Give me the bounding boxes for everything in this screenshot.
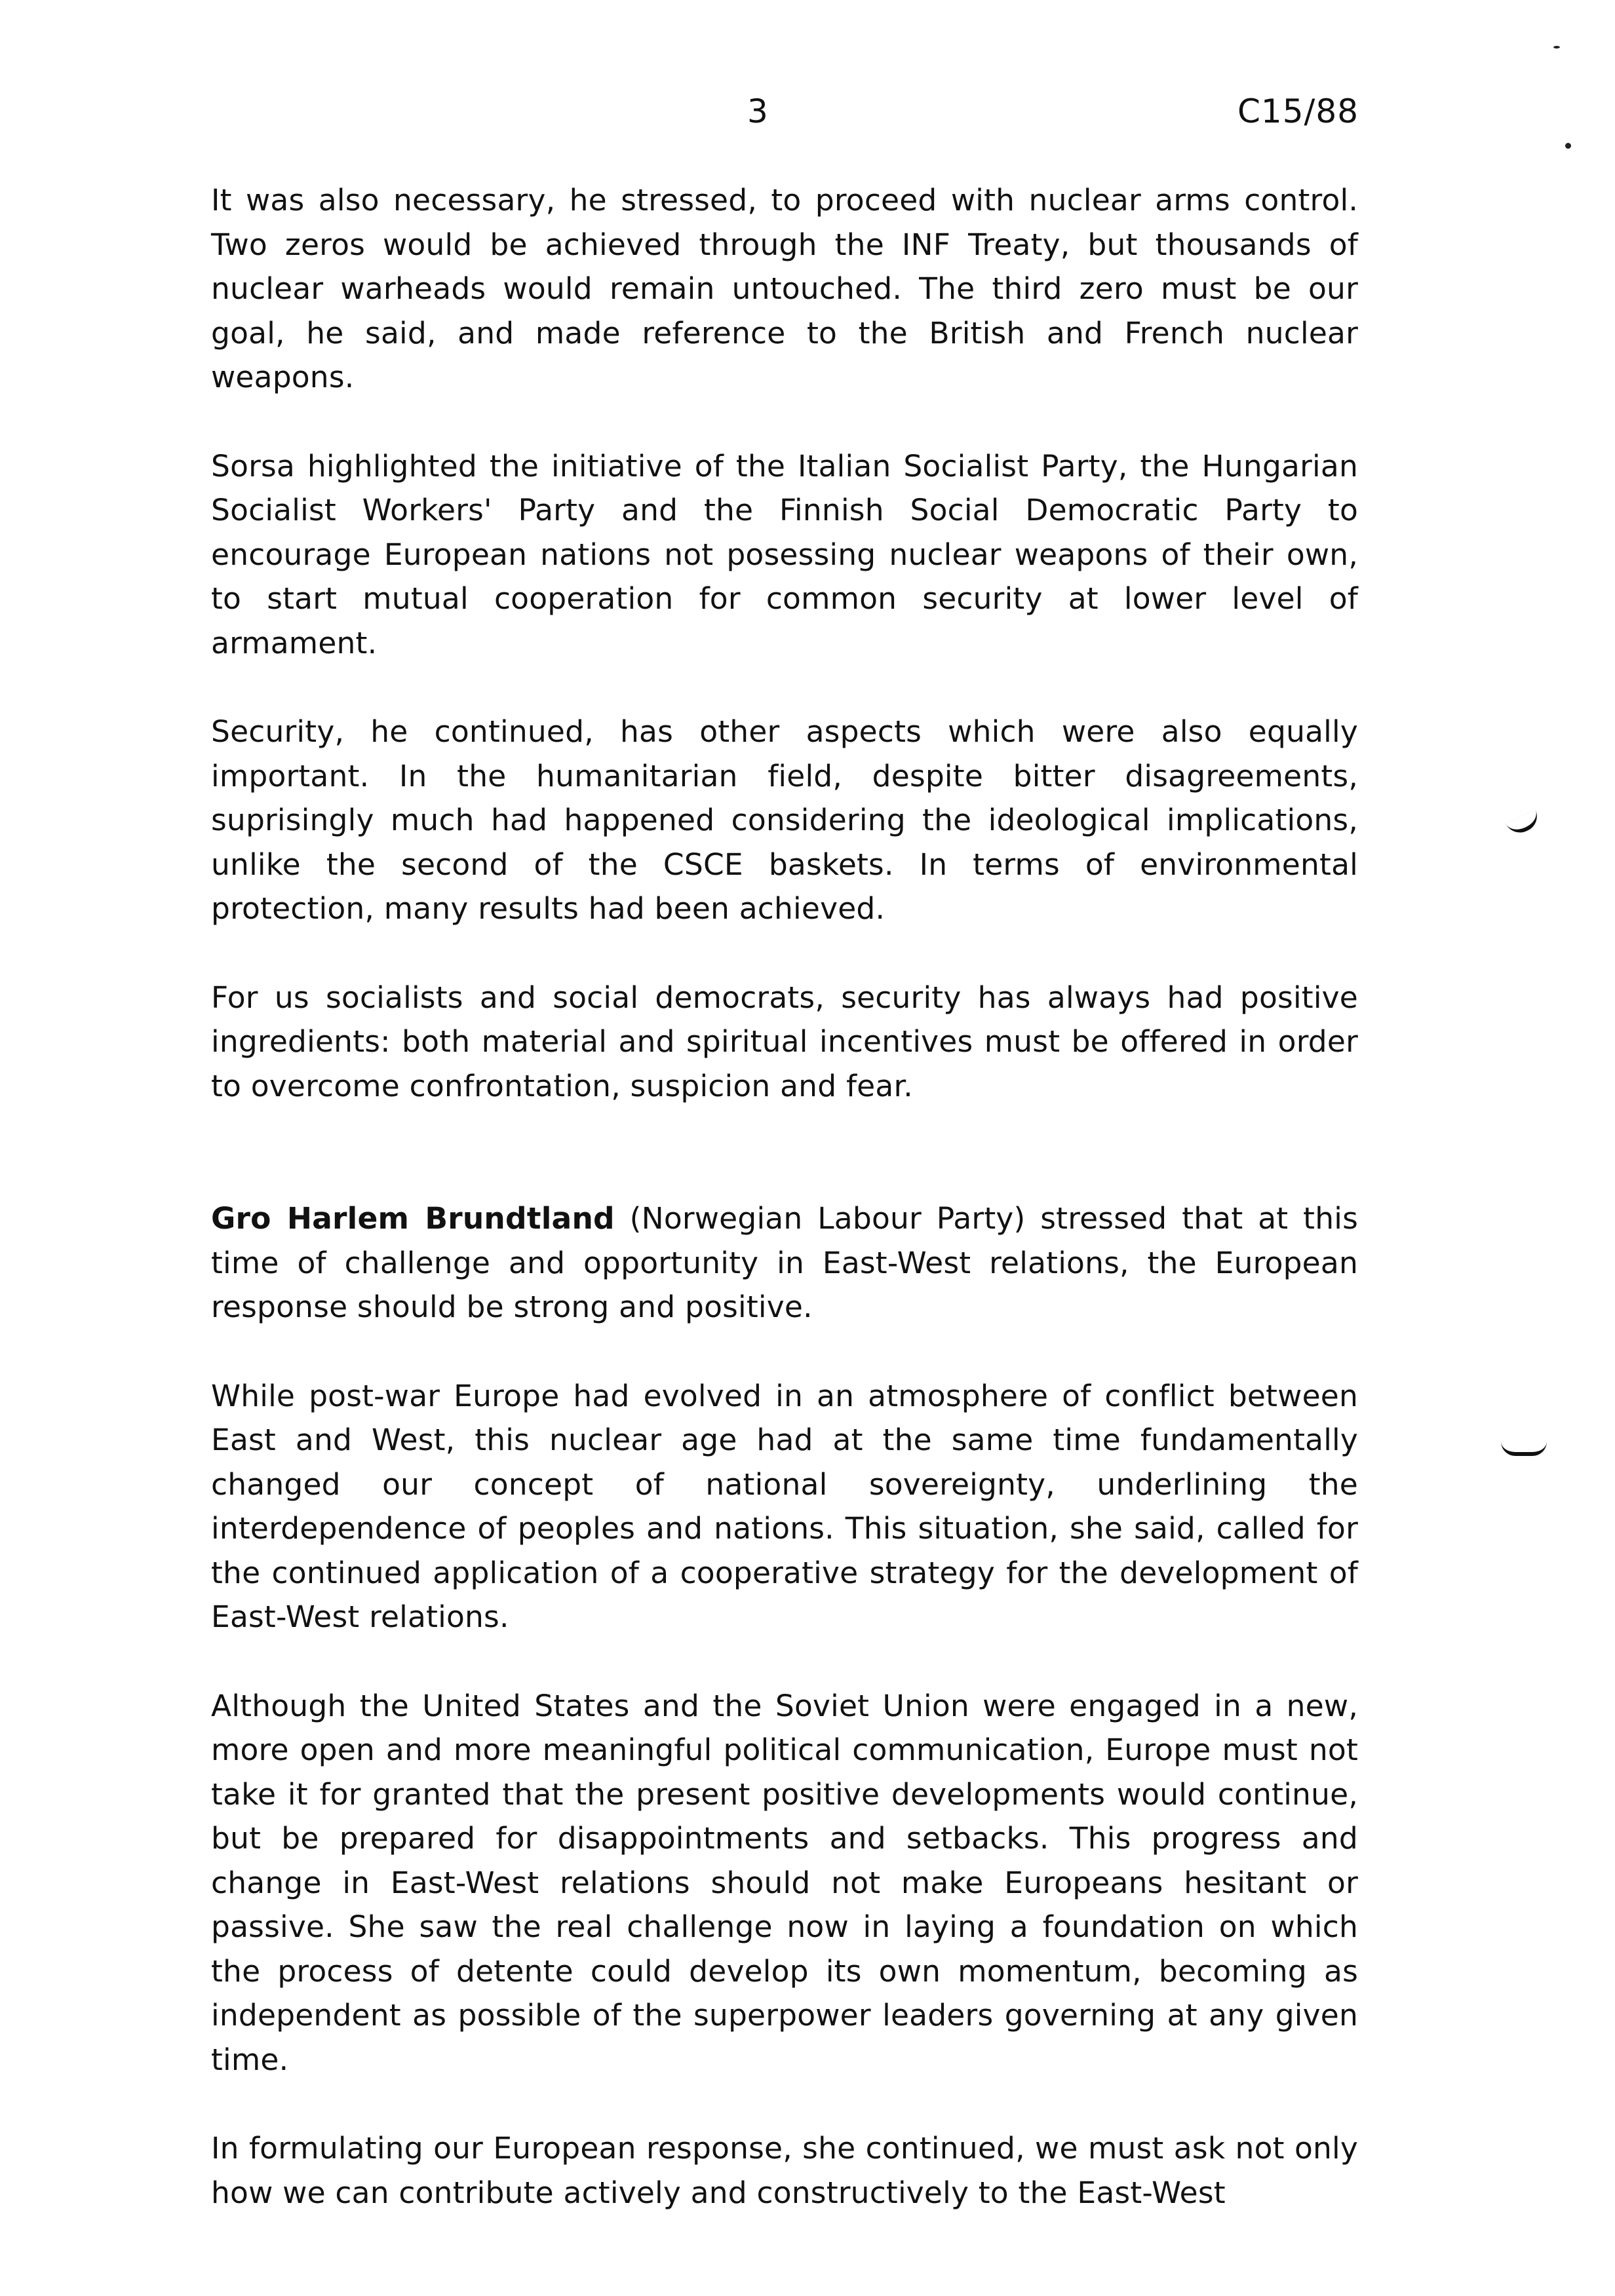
margin-check-mark-2 [1501,1442,1547,1456]
paragraph-security-aspects: Security, he continued, has other aspects which were also equally important. In the humanitarian field, despite bitter disagreements, suprisingly much had happened considering the ideological implications, unlike the second of the CSCE baskets. In terms of environmental protection, many results had been achieved. [211,714,1358,926]
paragraph-sorsa-initiative: Sorsa highlighted the initiative of the Italian Socialist Party, the Hungarian Socialist Workers' Party and the Finnish Social Democratic Party to encourage European nations not posessing nuclear weapons of their own, to start mutual cooperation for common security at lower level of armament. [211,448,1358,660]
page-number: 3 [747,92,768,130]
paragraph-nuclear-arms-control: It was also necessary, he stressed, to proceed with nuclear arms control. Two zeros would be achieved through the INF Treaty, but thousands of nuclear warheads would remain untouched. The third zero must be our goal, he said, and made reference to the British and French nuclear weapons. [211,183,1358,394]
margin-check-mark-1 [1506,810,1542,838]
scan-speck [1553,46,1560,48]
body-text [211,178,1358,2215]
speaker-name: Gro Harlem Brundtland [211,1201,615,1236]
paragraph-post-war-europe: While post-war Europe had evolved in an atmosphere of conflict between East and West, this nuclear age had at the same time fundamentally changed our concept of national sovereignty, underlining the interdependence of peoples and nations. This situation, she said, called for the continued application of a cooperative strategy for the development of East-West relations. [211,1378,1358,1634]
speaker-statement: (Norwegian Labour Party) stressed that at this time of challenge and opportunity in East-West relations, the European response should be strong and positive. [211,1201,1358,1324]
paragraph-brundtland-intro [211,1196,1358,1330]
scan-speck [1565,143,1571,149]
document-reference: C15/88 [1237,92,1359,130]
paragraph-us-soviet-communication: Although the United States and the Soviet Union were engaged in a new, more open and more meaningful political communication, Europe must not take it for granted that the present positive developments would continue, but be prepared for disappointments and setbacks. This progress and change in East-West relations should not make Europeans hesitant or passive. She saw the real challenge now in laying a foundation on which the process of detente could develop its own momentum, becoming as independent as possible of the superpower leaders governing at any given time. [211,1688,1358,2077]
paragraph-european-response: In formulating our European response, she continued, we must ask not only how we can contribute actively and constructively to the East-West [211,2131,1358,2210]
paragraph-socialist-security: For us socialists and social democrats, security has always had positive ingredients: both material and spiritual incentives must be offered in order to overcome confrontation, suspicion and fear. [211,980,1358,1103]
